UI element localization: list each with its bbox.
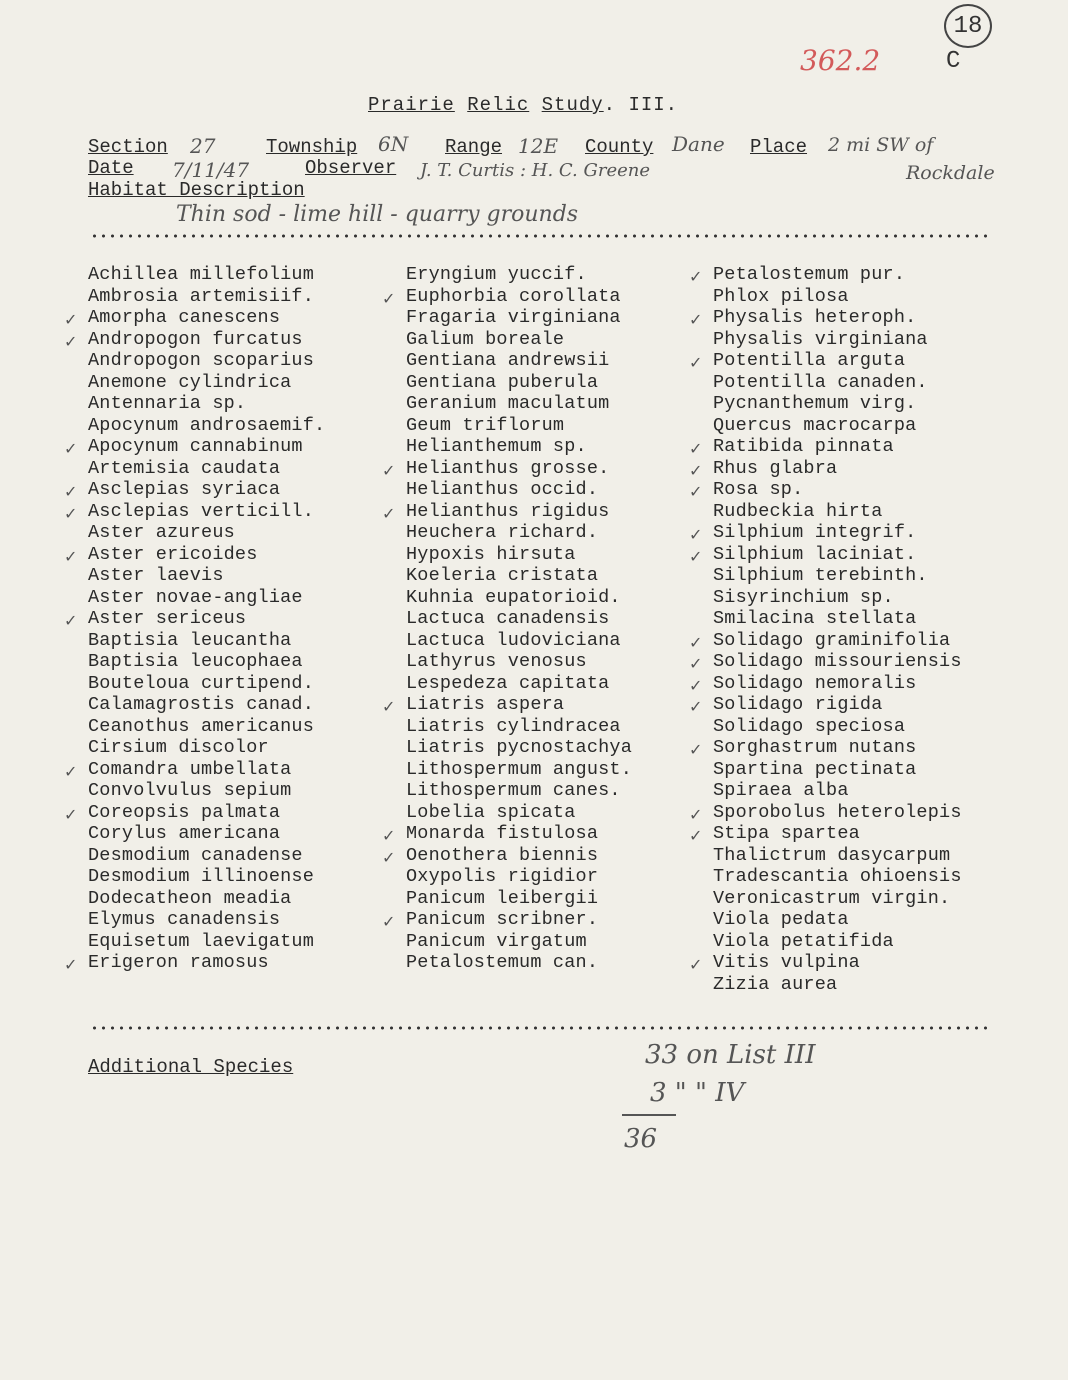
observer-value: J. T. Curtis : H. C. Greene — [420, 160, 651, 181]
species-item — [406, 651, 632, 673]
species-name: Asclepias verticill. — [88, 500, 315, 522]
species-name: Koeleria cristata — [406, 565, 599, 586]
species-name: Lactuca ludoviciana — [406, 629, 621, 651]
species-item — [64, 328, 325, 351]
species-item — [689, 479, 962, 501]
species-item — [713, 286, 962, 308]
species-name: Thalictrum dasycarpum — [713, 844, 951, 866]
page-title: Prairie Relic Study. III. — [368, 94, 679, 116]
species-name: Oenothera biennis — [406, 844, 599, 866]
check-mark-icon: ✓ — [689, 546, 703, 566]
species-name: Geum triflorum — [406, 414, 565, 436]
species-name: Apocynum androsaemif. — [88, 414, 326, 436]
species-item — [64, 801, 325, 824]
species-item — [406, 952, 632, 974]
species-name: Panicum virgatum — [406, 930, 587, 952]
species-name: Helianthus grosse. — [406, 457, 610, 479]
species-name: Monarda fistulosa — [406, 823, 599, 844]
species-name: Geranium maculatum — [406, 393, 610, 414]
species-item — [713, 866, 962, 888]
species-name: Asclepias syriaca — [88, 479, 281, 500]
species-item — [713, 608, 962, 630]
species-item — [88, 845, 325, 867]
range-label: Range — [445, 136, 503, 158]
species-item — [689, 522, 962, 544]
range-value: 12E — [518, 134, 559, 158]
species-name: Apocynum cannabinum — [88, 436, 303, 457]
species-item — [689, 629, 962, 652]
check-mark-icon: ✓ — [382, 460, 396, 480]
species-name: Potentilla canaden. — [713, 371, 928, 393]
species-item — [88, 630, 325, 652]
species-name: Physalis virginiana — [713, 328, 928, 350]
species-item — [689, 737, 962, 759]
species-item — [88, 264, 325, 286]
species-name: Viola pedata — [713, 909, 849, 930]
species-name: Ambrosia artemisiif. — [88, 285, 315, 307]
species-name: Vitis vulpina — [713, 952, 860, 973]
species-item — [406, 436, 632, 458]
species-name: Gentiana andrewsii — [406, 350, 610, 371]
check-mark-icon: ✓ — [64, 439, 78, 458]
species-item — [713, 845, 962, 867]
species-item — [406, 372, 632, 394]
species-name: Euphorbia corollata — [406, 285, 621, 307]
species-name: Achillea millefolium — [88, 264, 315, 285]
species-item — [88, 587, 325, 609]
species-item — [689, 672, 962, 695]
species-item — [713, 501, 962, 523]
species-item — [88, 737, 325, 759]
check-mark-icon: ✓ — [64, 611, 78, 630]
check-mark-icon: ✓ — [689, 460, 703, 480]
species-name: Tradescantia ohioensis — [713, 866, 962, 887]
species-column-1 — [64, 264, 326, 974]
species-item — [406, 931, 632, 953]
species-name: Baptisia leucantha — [88, 629, 292, 651]
catalog-code: 362.2 — [800, 44, 881, 77]
species-item — [88, 909, 325, 931]
species-name: Andropogon furcatus — [88, 328, 303, 350]
species-name: Rudbeckia hirta — [713, 500, 883, 522]
place-value: 2 mi SW of — [828, 134, 934, 156]
species-name: Artemisia caudata — [88, 457, 281, 479]
species-name: Phlox pilosa — [713, 285, 849, 307]
species-item — [88, 673, 325, 695]
species-item — [88, 415, 325, 437]
species-name: Panicum scribner. — [406, 909, 599, 930]
species-item — [713, 974, 962, 996]
check-mark-icon: ✓ — [689, 955, 703, 974]
check-mark-icon: ✓ — [64, 331, 78, 351]
species-name: Quercus macrocarpa — [713, 414, 917, 436]
check-mark-icon: ✓ — [382, 697, 396, 716]
check-mark-icon: ✓ — [689, 675, 703, 695]
species-item — [406, 350, 632, 372]
species-name: Potentilla arguta — [713, 350, 906, 371]
species-item — [406, 759, 632, 781]
species-item — [689, 694, 962, 716]
species-item — [88, 716, 325, 738]
species-column-2 — [382, 264, 633, 974]
species-name: Pycnanthemum virg. — [713, 393, 917, 414]
species-name: Smilacina stellata — [713, 608, 917, 629]
species-item — [713, 393, 962, 415]
observer-label: Observer — [305, 157, 397, 179]
check-mark-icon: ✓ — [382, 288, 396, 308]
species-name: Rosa sp. — [713, 479, 804, 500]
species-item — [713, 716, 962, 738]
species-name: Lactuca canadensis — [406, 608, 610, 629]
species-name: Fragaria virginiana — [406, 307, 621, 328]
county-value: Dane — [672, 132, 725, 156]
species-item — [64, 436, 325, 458]
species-name: Rhus glabra — [713, 457, 838, 479]
species-name: Erigeron ramosus — [88, 952, 269, 973]
check-mark-icon: ✓ — [689, 525, 703, 544]
species-item — [406, 802, 632, 824]
sum-rule — [622, 1114, 676, 1116]
species-name: Solidago rigida — [713, 694, 883, 715]
catalog-letter: C — [946, 48, 961, 75]
species-item — [64, 952, 325, 974]
species-name: Solidago nemoralis — [713, 672, 917, 694]
species-name: Solidago graminifolia — [713, 629, 951, 651]
species-name: Ceanothus americanus — [88, 715, 315, 737]
species-item — [88, 823, 325, 845]
species-item — [713, 565, 962, 587]
species-name: Equisetum laevigatum — [88, 930, 315, 952]
species-name: Desmodium illinoense — [88, 866, 315, 887]
species-item — [406, 587, 632, 609]
species-item — [689, 457, 962, 480]
species-column-3 — [689, 264, 962, 995]
species-item — [88, 286, 325, 308]
species-name: Helianthemum sp. — [406, 436, 587, 457]
species-item — [689, 436, 962, 458]
species-name: Silphium laciniat. — [713, 543, 917, 565]
species-item — [406, 307, 632, 329]
tally-total: 36 — [624, 1124, 658, 1154]
habitat-label: Habitat Description — [88, 179, 305, 201]
species-name: Aster azureus — [88, 522, 235, 543]
dotted-divider-bottom — [90, 1025, 990, 1031]
species-item — [382, 500, 632, 523]
species-item — [406, 565, 632, 587]
species-name: Heuchera richard. — [406, 522, 599, 543]
species-item — [689, 543, 962, 566]
date-label: Date — [88, 157, 134, 179]
species-item — [64, 500, 325, 523]
check-mark-icon: ✓ — [689, 632, 703, 652]
species-item — [64, 758, 325, 781]
species-name: Oxypolis rigidior — [406, 866, 599, 887]
species-item — [689, 350, 962, 372]
circled-page-number: 18 — [944, 4, 992, 48]
species-item — [689, 264, 962, 286]
species-item — [382, 909, 632, 931]
species-name: Stipa spartea — [713, 823, 860, 844]
species-item — [406, 673, 632, 695]
species-name: Lithospermum canes. — [406, 780, 621, 801]
species-item — [64, 479, 325, 501]
species-name: Anemone cylindrica — [88, 371, 292, 393]
check-mark-icon: ✓ — [64, 310, 78, 329]
species-item — [406, 544, 632, 566]
species-item — [689, 952, 962, 974]
species-item — [713, 780, 962, 802]
species-name: Helianthus rigidus — [406, 500, 610, 522]
species-item — [88, 458, 325, 480]
species-name: Amorpha canescens — [88, 307, 281, 328]
species-name: Corylus americana — [88, 823, 281, 844]
species-item — [406, 522, 632, 544]
check-mark-icon: ✓ — [689, 654, 703, 673]
species-item — [88, 372, 325, 394]
check-mark-icon: ✓ — [382, 912, 396, 931]
township-label: Township — [266, 136, 358, 158]
check-mark-icon: ✓ — [689, 740, 703, 759]
species-item — [406, 608, 632, 630]
species-item — [88, 866, 325, 888]
species-item — [406, 329, 632, 351]
species-name: Liatris cylindracea — [406, 715, 621, 737]
check-mark-icon: ✓ — [382, 847, 396, 867]
species-name: Helianthus occid. — [406, 479, 599, 500]
species-name: Sisyrinchium sp. — [713, 586, 894, 608]
species-item — [88, 651, 325, 673]
species-name: Lithospermum angust. — [406, 758, 633, 780]
species-item — [406, 780, 632, 802]
species-name: Ratibida pinnata — [713, 436, 894, 457]
section-value: 27 — [190, 134, 216, 158]
check-mark-icon: ✓ — [689, 353, 703, 372]
species-name: Liatris aspera — [406, 694, 565, 715]
species-name: Galium boreale — [406, 328, 565, 350]
tally-list-iii: 33 on List III — [645, 1040, 816, 1070]
species-item — [382, 844, 632, 867]
check-mark-icon: ✓ — [382, 503, 396, 523]
check-mark-icon: ✓ — [689, 804, 703, 824]
species-item — [88, 931, 325, 953]
species-name: Andropogon scoparius — [88, 350, 315, 371]
species-name: Spiraea alba — [713, 780, 849, 801]
species-item — [88, 350, 325, 372]
township-value: 6N — [378, 132, 409, 156]
species-name: Solidago missouriensis — [713, 651, 962, 672]
species-name: Lespedeza capitata — [406, 672, 610, 694]
species-name: Aster ericoides — [88, 543, 258, 565]
species-item — [406, 415, 632, 437]
species-item — [713, 372, 962, 394]
species-item — [689, 651, 962, 673]
species-name: Lathyrus venosus — [406, 651, 587, 672]
species-name: Spartina pectinata — [713, 758, 917, 780]
species-name: Comandra umbellata — [88, 758, 292, 780]
tally-list-iv: 3 " " IV — [650, 1078, 745, 1108]
species-name: Petalostemum pur. — [713, 264, 906, 285]
species-item — [64, 307, 325, 329]
dotted-divider-top — [90, 233, 990, 239]
species-name: Sporobolus heterolepis — [713, 801, 962, 823]
species-name: Zizia aurea — [713, 973, 838, 995]
species-name: Solidago speciosa — [713, 715, 906, 737]
species-item — [713, 931, 962, 953]
species-name: Lobelia spicata — [406, 801, 576, 823]
check-mark-icon: ✓ — [64, 482, 78, 501]
species-name: Desmodium canadense — [88, 844, 303, 866]
check-mark-icon: ✓ — [382, 826, 396, 845]
species-item — [406, 737, 632, 759]
species-name: Petalostemum can. — [406, 952, 599, 973]
species-item — [406, 479, 632, 501]
species-name: Aster laevis — [88, 565, 224, 586]
species-name: Eryngium yuccif. — [406, 264, 587, 285]
species-item — [713, 329, 962, 351]
species-name: Calamagrostis canad. — [88, 694, 315, 715]
check-mark-icon: ✓ — [689, 439, 703, 458]
place-label: Place — [750, 136, 808, 158]
check-mark-icon: ✓ — [64, 804, 78, 824]
county-label: County — [585, 136, 654, 158]
species-name: Kuhnia eupatorioid. — [406, 586, 621, 608]
species-name: Physalis heteroph. — [713, 307, 917, 328]
species-name: Antennaria sp. — [88, 393, 247, 414]
check-mark-icon: ✓ — [689, 697, 703, 716]
species-item — [88, 565, 325, 587]
species-name: Dodecatheon meadia — [88, 887, 292, 909]
species-item — [713, 909, 962, 931]
species-name: Aster novae-angliae — [88, 586, 303, 608]
species-item — [689, 823, 962, 845]
species-item — [406, 716, 632, 738]
species-item — [689, 801, 962, 824]
species-name: Aster sericeus — [88, 608, 247, 629]
species-item — [689, 307, 962, 329]
section-label: Section — [88, 136, 168, 158]
species-name: Silphium integrif. — [713, 522, 917, 543]
check-mark-icon: ✓ — [64, 761, 78, 781]
species-name: Bouteloua curtipend. — [88, 672, 315, 694]
species-name: Gentiana puberula — [406, 371, 599, 393]
additional-species-label: Additional Species — [88, 1056, 294, 1078]
species-name: Sorghastrum nutans — [713, 737, 917, 758]
species-item — [88, 888, 325, 910]
species-name: Viola petatifida — [713, 930, 894, 952]
species-item — [64, 543, 325, 566]
species-name: Convolvulus sepium — [88, 780, 292, 801]
species-item — [382, 457, 632, 480]
species-item — [382, 285, 632, 308]
species-name: Elymus canadensis — [88, 909, 281, 930]
species-name: Baptisia leucophaea — [88, 651, 303, 672]
check-mark-icon: ✓ — [64, 546, 78, 566]
species-name: Panicum leibergii — [406, 887, 599, 909]
species-item — [88, 694, 325, 716]
check-mark-icon: ✓ — [689, 267, 703, 286]
species-item — [713, 587, 962, 609]
species-item — [88, 522, 325, 544]
species-item — [382, 694, 632, 716]
species-item — [406, 630, 632, 652]
check-mark-icon: ✓ — [689, 482, 703, 501]
check-mark-icon: ✓ — [689, 310, 703, 329]
species-name: Coreopsis palmata — [88, 801, 281, 823]
species-name: Veronicastrum virgin. — [713, 887, 951, 909]
species-name: Silphium terebinth. — [713, 565, 928, 586]
habitat-value: Thin sod - lime hill - quarry grounds — [176, 202, 579, 227]
species-item — [406, 888, 632, 910]
species-item — [64, 608, 325, 630]
species-item — [713, 759, 962, 781]
species-item — [406, 866, 632, 888]
species-item — [382, 823, 632, 845]
species-item — [88, 780, 325, 802]
species-item — [406, 264, 632, 286]
check-mark-icon: ✓ — [689, 826, 703, 845]
species-name: Hypoxis hirsuta — [406, 543, 576, 565]
species-item — [88, 393, 325, 415]
check-mark-icon: ✓ — [64, 955, 78, 974]
species-name: Cirsium discolor — [88, 737, 269, 758]
species-name: Liatris pycnostachya — [406, 737, 633, 758]
species-item — [713, 415, 962, 437]
species-item — [713, 888, 962, 910]
check-mark-icon: ✓ — [64, 503, 78, 523]
species-item — [406, 393, 632, 415]
date-value: 7/11/47 — [172, 158, 250, 182]
place-value-cont: Rockdale — [906, 162, 995, 184]
